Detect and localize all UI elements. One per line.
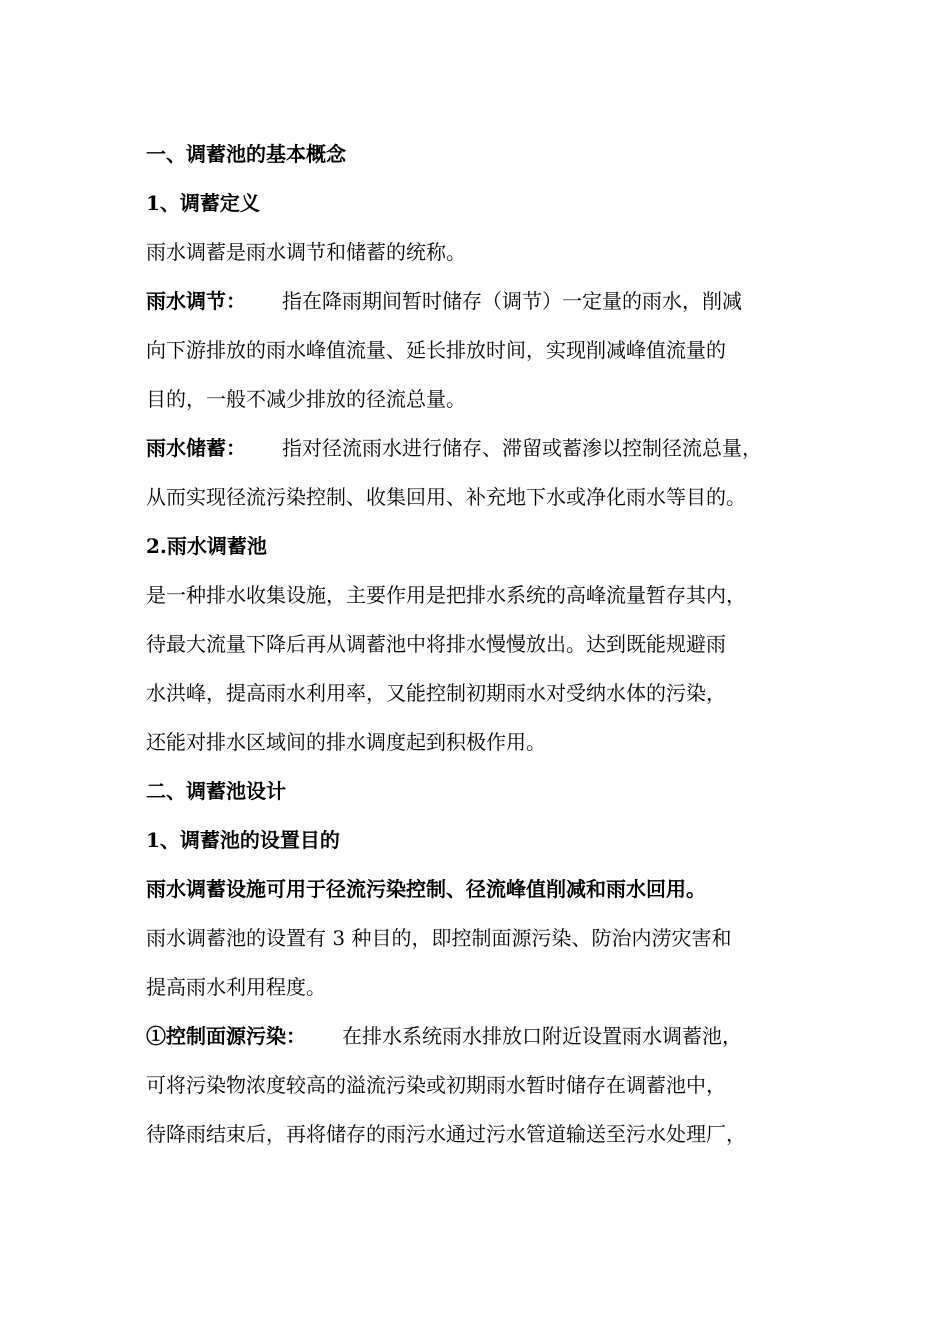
tank-paragraph-line-3: 水洪峰，提高雨水利用率，又能控制初期雨水对受纳水体的污染， xyxy=(146,681,726,705)
rain-storage-label: 雨水储蓄： xyxy=(146,436,246,460)
rain-storage-line-1 xyxy=(146,424,811,473)
pollution-control-line-1 xyxy=(146,1012,811,1061)
rain-regulation-text-1: 指在降雨期间暂时储存（调节）一定量的雨水，削减 xyxy=(282,289,742,313)
pollution-control-line-2: 可将污染物浓度较高的溢流污染或初期雨水暂时储存在调蓄池中， xyxy=(146,1073,726,1097)
bold-statement: 雨水调蓄设施可用于径流污染控制、径流峰值削减和雨水回用。 xyxy=(146,877,706,901)
purpose-paragraph-line-1: 雨水调蓄池的设置有 3 种目的，即控制面源污染、防治内涝灾害和 xyxy=(146,926,732,950)
tank-paragraph-line-1: 是一种排水收集设施，主要作用是把排水系统的高峰流量暂存其内， xyxy=(146,583,746,607)
subheading-design-purpose: 1、调蓄池的设置目的 xyxy=(146,828,340,852)
subheading-storage-tank: 2.雨水调蓄池 xyxy=(146,534,267,558)
pollution-control-label: ①控制面源污染： xyxy=(146,1024,306,1048)
tank-paragraph-line-2: 待最大流量下降后再从调蓄池中将排水慢慢放出。达到既能规避雨 xyxy=(146,632,726,656)
rain-regulation-label: 雨水调节： xyxy=(146,289,246,313)
subheading-storage-definition: 1、调蓄定义 xyxy=(146,191,260,215)
rain-regulation-line-1 xyxy=(146,277,811,326)
section-heading-basic-concepts: 一、调蓄池的基本概念 xyxy=(146,142,346,166)
definition-paragraph: 雨水调蓄是雨水调节和储蓄的统称。 xyxy=(146,240,466,264)
rain-storage-text-1: 指对径流雨水进行储存、滞留或蓄渗以控制径流总量， xyxy=(282,436,762,460)
rain-regulation-line-2: 向下游排放的雨水峰值流量、延长排放时间，实现削减峰值流量的 xyxy=(146,338,726,362)
rain-regulation-line-3: 目的，一般不减少排放的径流总量。 xyxy=(146,387,466,411)
section-heading-tank-design: 二、调蓄池设计 xyxy=(146,779,286,803)
purpose-paragraph-line-2: 提高雨水利用程度。 xyxy=(146,975,326,999)
rain-storage-line-2: 从而实现径流污染控制、收集回用、补充地下水或净化雨水等目的。 xyxy=(146,485,746,509)
pollution-control-line-3: 待降雨结束后，再将储存的雨污水通过污水管道输送至污水处理厂， xyxy=(146,1122,746,1146)
pollution-control-text-1: 在排水系统雨水排放口附近设置雨水调蓄池， xyxy=(342,1024,742,1048)
tank-paragraph-line-4: 还能对排水区域间的排水调度起到积极作用。 xyxy=(146,730,546,754)
document-body xyxy=(146,130,811,1159)
